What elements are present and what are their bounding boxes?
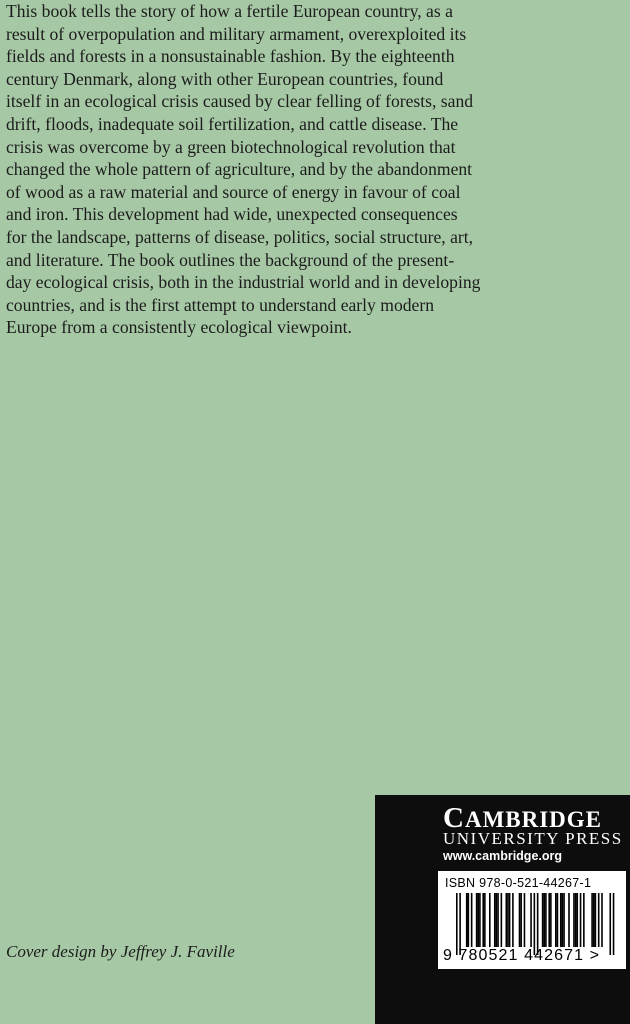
barcode-bar [557,893,559,947]
barcode-bar [575,893,577,947]
barcode-bar [537,893,539,955]
blurb-line: for the landscape, patterns of disease, politics, social structure, art, [6,226,474,247]
barcode-bar [471,893,473,947]
barcode-bar [506,893,508,947]
barcode-bar [598,893,600,947]
barcode-bar [576,893,578,947]
barcode-bar [530,893,532,947]
barcode-bar [595,893,597,947]
barcode-bar [563,893,565,947]
barcode-bar [520,893,522,947]
barcode-bar [555,893,557,947]
barcode-bar [476,893,478,947]
barcode-bar [560,893,562,947]
barcode-bar [542,893,544,947]
publisher-url: www.cambridge.org [443,849,563,863]
barcode-bar [466,893,468,947]
publisher-name-rest: AMBRIDGE [464,807,603,832]
barcode-bar [459,893,461,955]
barcode-bar [609,893,611,955]
blurb-line: countries, and is the first attempt to understand early modern [6,294,434,315]
barcode-bar [591,893,593,947]
blurb-line: day ecological crisis, both in the industrial world and in developing [6,272,481,293]
barcode-bar [601,893,603,947]
barcode-bar [496,893,498,947]
barcode-bar [580,893,582,947]
barcode-bar [550,893,552,947]
barcode-bar [507,893,509,947]
barcode-bar [543,893,545,947]
blurb-line: and iron. This development had wide, unexpected consequences [6,204,458,225]
barcode-bar [497,893,499,947]
barcode-bar [484,893,486,947]
blurb-line: This book tells the story of how a fertile European country, as a [6,1,453,21]
back-cover-blurb [6,0,480,339]
barcode-bar [545,893,547,947]
barcode-bar [593,893,595,947]
barcode-bar [501,893,503,947]
barcode-bar [456,893,458,955]
barcode-bar [548,893,550,947]
isbn-label: ISBN 978-0-521-44267-1 [445,876,592,890]
blurb-line: of wood as a raw material and source of energy in favour of coal [6,181,461,202]
blurb-line: result of overpopulation and military armament, overexploited its [6,23,467,44]
barcode-bar [524,893,526,947]
blurb-line: changed the whole pattern of agriculture, and by the abandonment [6,159,473,180]
blurb-line: and literature. The book outlines the background of the present- [6,249,455,270]
blurb-line: Europe from a consistently ecological viewpoint. [6,317,352,338]
publisher-subtitle: UNIVERSITY PRESS [443,829,623,848]
cover-design-credit: Cover design by Jeffrey J. Faville [6,942,235,961]
isbn-barcode [438,871,626,969]
barcode-bar [534,893,536,955]
barcode-bar [613,893,615,955]
barcode-bar [477,893,479,947]
barcode-bar [509,893,511,947]
barcode-bar [494,893,496,947]
blurb-line: itself in an ecological crisis caused by clear felling of forests, sand [6,91,474,112]
barcode-bar [519,893,521,947]
barcode-digits: 9 780521 442671 > [443,947,601,964]
barcode-bar [479,893,481,947]
publisher-block [375,795,630,1024]
barcode-bar [562,893,564,947]
barcode-bar [468,893,470,947]
barcode-bar [568,893,570,947]
barcode-bar [573,893,575,947]
blurb-line: century Denmark, along with other European countries, found [6,68,444,89]
blurb-line: drift, floods, inadequate soil fertilization, and cattle disease. The [6,113,459,134]
barcode-bar [512,893,514,947]
barcode-bar [482,893,484,947]
blurb-line: fields and forests in a nonsustainable fashion. By the eighteenth [6,46,455,67]
publisher-name-initial: C [443,802,465,834]
barcode-bar [583,893,585,947]
barcode-bar [489,893,491,947]
blurb-line: crisis was overcome by a green biotechnological revolution that [6,136,456,157]
